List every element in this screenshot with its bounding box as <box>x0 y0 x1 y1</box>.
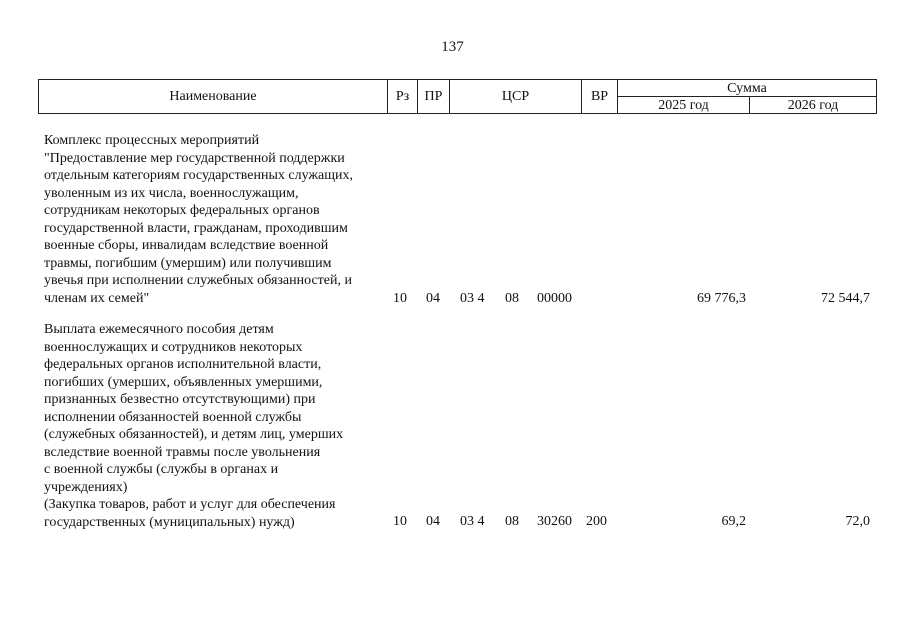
page-number: 137 <box>441 39 464 55</box>
row-1-csr-program: 03 4 <box>460 291 485 306</box>
row-2-vr: 200 <box>586 514 607 529</box>
row-2-csr-subprogram: 08 <box>505 514 519 529</box>
row-1-name: Комплекс процессных мероприятий "Предоставление мер государственной поддержки отдельным категориям государственных служащих, уволенным из их числа, военнослужащим, сотрудникам некоторых федеральных органов государственной власти, гражданам, проходившим военные сборы, инвалидам вследствие военной травмы, погибшим (умершим) или получившим увечья при исполнении служебных обязанностей, и членам их семей" <box>44 133 354 306</box>
row-1-pr: 04 <box>426 291 440 306</box>
row-1-sum-2026: 72 544,7 <box>821 291 870 306</box>
header-vr: ВР <box>582 80 618 114</box>
header-csr: ЦСР <box>450 80 582 114</box>
row-2-name: Выплата ежемесячного пособия детям военнослужащих и сотрудников некоторых федеральных органов исполнительной власти, погибших (умерших, объявленных умершими, признанных безвестно отсутствующими) при исполнении обязанностей военной службы (служебных обязанностей), и детям лиц, умерших вследствие военной травмы после увольнения с военной службы (службы в органах и учреждениях) (Закупка товаров, работ и услуг для обеспечения государственных (муниципальных) нужд) <box>44 322 344 530</box>
header-name: Наименование <box>39 80 388 114</box>
header-rz: Рз <box>388 80 418 114</box>
row-1-sum-2025: 69 776,3 <box>697 291 746 306</box>
row-1-csr-direction: 00000 <box>537 291 572 306</box>
header-pr: ПР <box>418 80 450 114</box>
header-year-2026: 2026 год <box>750 97 877 114</box>
row-2-sum-2025: 69,2 <box>721 514 746 529</box>
header-year-2025: 2025 год <box>618 97 750 114</box>
row-2-sum-2026: 72,0 <box>845 514 870 529</box>
table-header <box>38 79 877 114</box>
row-1-csr-subprogram: 08 <box>505 291 519 306</box>
header-sum: Сумма <box>618 80 877 97</box>
row-2-csr-program: 03 4 <box>460 514 485 529</box>
row-1-rz: 10 <box>393 291 407 306</box>
row-2-csr-direction: 30260 <box>537 514 572 529</box>
row-2-rz: 10 <box>393 514 407 529</box>
row-2-pr: 04 <box>426 514 440 529</box>
